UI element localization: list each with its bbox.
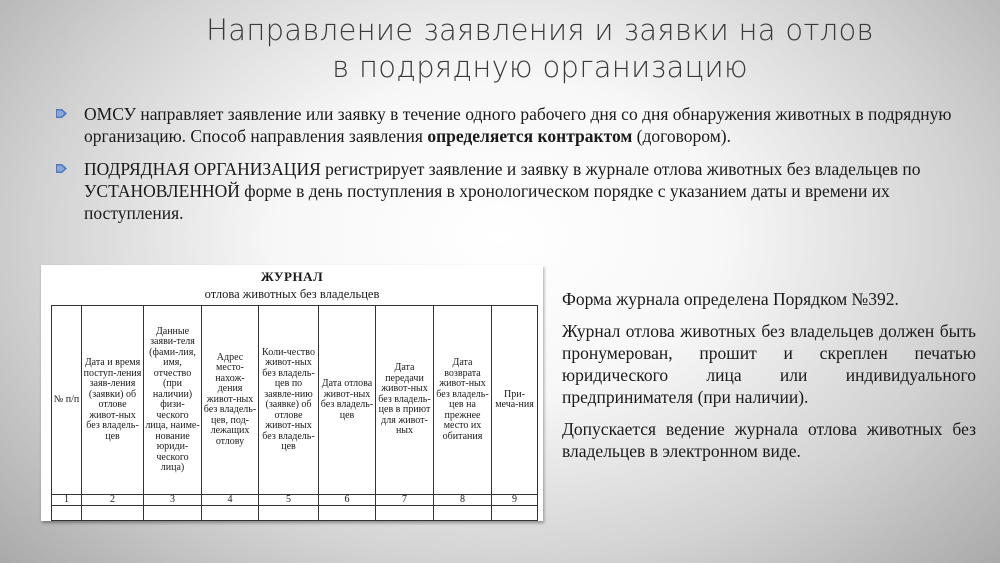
bullet-item-omsu [56, 103, 961, 147]
journal-header-cell: Адрес место-нахож-дения живот-ных без владель-цев, под-лежащих отлову [202, 306, 259, 495]
journal-number-cell: 6 [319, 495, 376, 506]
bullet-item-contractor [56, 158, 961, 224]
journal-empty-row [52, 506, 538, 521]
slide-title-line-2: в подрядную организацию [332, 50, 748, 84]
journal-header-cell: При-меча-ния [492, 306, 538, 495]
journal-number-cell: 4 [202, 495, 259, 506]
slide-title [120, 12, 960, 86]
right-text-block [562, 288, 976, 472]
journal-empty-cell [434, 506, 492, 521]
journal-table [51, 305, 538, 521]
journal-number-cell: 3 [144, 495, 202, 506]
journal-header-row [52, 306, 538, 495]
journal-number-cell: 1 [52, 495, 82, 506]
journal-empty-cell [376, 506, 434, 521]
bullet-1-text-start: ОМСУ направляет заявление или заявку в течение одного рабочего дня со дня обнаружения животных в подрядную организацию. Способ направления заявления [84, 104, 952, 146]
journal-header-cell: Дата передачи живот-ных без владель-цев в приют для живот-ных [376, 306, 434, 495]
journal-empty-cell [259, 506, 319, 521]
journal-number-cell: 5 [259, 495, 319, 506]
journal-header-cell: Дата отлова живот-ных без владель-цев [319, 306, 376, 495]
journal-number-cell: 7 [376, 495, 434, 506]
journal-header-cell: Коли-чество живот-ных без владель-цев по заявле-нию (заявке) об отлове живот-ных без владель-цев [259, 306, 319, 495]
journal-title: ЖУРНАЛ [260, 269, 324, 284]
journal-number-cell: 9 [492, 495, 538, 506]
journal-header-cell: Дата возврата живот-ных без владель-цев на прежнее место их обитания [434, 306, 492, 495]
journal-header-cell: Дата и время поступ-ления заяв-ления (заявки) об отлове живот-ных без владель-цев [82, 306, 144, 495]
bullet-list [56, 103, 961, 235]
journal-number-row [52, 495, 538, 506]
bullet-1-text-bold: определяется контрактом [427, 126, 633, 146]
journal-number-cell: 8 [434, 495, 492, 506]
bullet-2-text: ПОДРЯДНАЯ ОРГАНИЗАЦИЯ регистрирует заявление и заявку в журнале отлова животных без владельцев по УСТАНОВЛЕННОЙ форме в день поступления в хронологическом порядке с указанием даты и времени их поступления. [84, 159, 921, 223]
bullet-1-text-end: (договором). [632, 126, 731, 146]
journal-subtitle: отлова животных без владельцев [204, 287, 380, 301]
journal-header-cell: № п/п [52, 306, 82, 495]
journal-empty-cell [82, 506, 144, 521]
journal-empty-cell [492, 506, 538, 521]
right-paragraph-form: Форма журнала определена Порядком №392. [562, 289, 899, 309]
journal-empty-cell [319, 506, 376, 521]
bullet-arrow-icon [56, 109, 67, 118]
right-paragraph-electronic: Допускается ведение журнала отлова животных без владельцев в электронном виде. [562, 419, 976, 461]
journal-empty-cell [52, 506, 82, 521]
journal-header-cell: Данные заяви-теля (фами-лия, имя, отчество (при наличии) физи-ческого лица, наиме-нование юриди-ческого лица) [144, 306, 202, 495]
slide-title-line-1: Направление заявления и заявки на отлов [206, 13, 874, 47]
journal-empty-cell [144, 506, 202, 521]
journal-form-image [41, 265, 543, 521]
journal-empty-cell [202, 506, 259, 521]
bullet-arrow-icon [56, 164, 67, 173]
right-paragraph-numbering: Журнал отлова животных без владельцев должен быть пронумерован, прошит и скреплен печатью юридического лица или индивидуального предпринимателя (при наличии). [562, 321, 976, 407]
journal-number-cell: 2 [82, 495, 144, 506]
